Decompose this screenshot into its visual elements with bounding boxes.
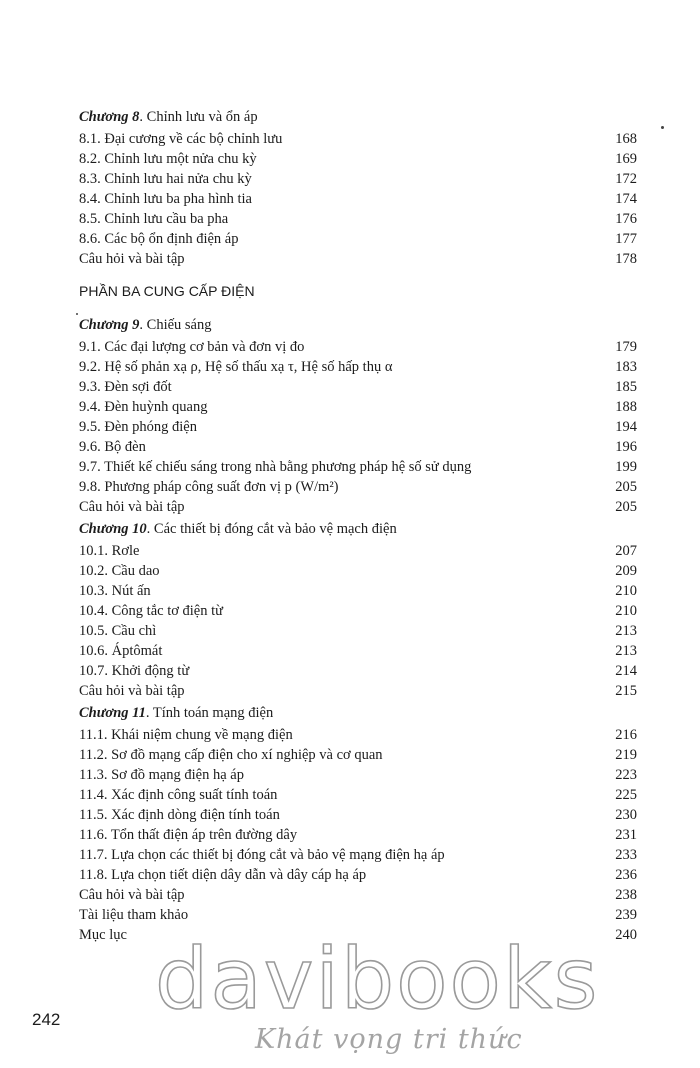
- toc-entry: [79, 561, 637, 581]
- entry-page: 177: [615, 231, 637, 247]
- entry-title: 11.5. Xác định dòng điện tính toán: [79, 807, 280, 823]
- toc-entry: [79, 189, 637, 209]
- entry-title: 9.7. Thiết kế chiếu sáng trong nhà bằng phương pháp hệ số sử dụng: [79, 459, 472, 475]
- entry-page: 216: [615, 727, 637, 743]
- entry-title: 8.5. Chỉnh lưu cầu ba pha: [79, 211, 229, 227]
- entry-title: 11.2. Sơ đồ mạng cấp điện cho xí nghiệp và cơ quan: [79, 747, 383, 763]
- entry-page: 188: [615, 399, 637, 415]
- entry-title: 9.8. Phương pháp công suất đơn vị p (W/m²): [79, 479, 339, 495]
- entry-title: 9.3. Đèn sợi đốt: [79, 379, 172, 395]
- entry-page: 196: [615, 439, 637, 455]
- entry-title: 10.4. Công tắc tơ điện từ: [79, 603, 223, 619]
- toc-entry: [79, 249, 637, 269]
- entry-page: 225: [615, 787, 637, 803]
- entry-page: 215: [615, 683, 637, 699]
- chapter-10-heading: [79, 517, 637, 541]
- chapter-label: Chương 11: [79, 705, 146, 721]
- entry-page: 183: [615, 359, 637, 375]
- entry-title: 10.3. Nút ấn: [79, 583, 151, 599]
- chapter-label: Chương 8: [79, 109, 140, 125]
- entry-page: 233: [615, 847, 637, 863]
- entry-page: 210: [615, 603, 637, 619]
- entry-title: 11.3. Sơ đồ mạng điện hạ áp: [79, 767, 244, 783]
- entry-title: 8.6. Các bộ ổn định điện áp: [79, 231, 239, 247]
- toc-entry: [79, 377, 637, 397]
- page-number: 242: [32, 1010, 61, 1029]
- entry-page: 240: [615, 927, 637, 943]
- chapter-9-heading: [79, 313, 637, 337]
- toc-entry: [79, 437, 637, 457]
- entry-page: 219: [615, 747, 637, 763]
- chapter-title: . Các thiết bị đóng cắt và bảo vệ mạch điện: [146, 521, 397, 537]
- toc-entry: [79, 229, 637, 249]
- scan-speck: [76, 313, 78, 315]
- table-of-contents: [79, 105, 637, 945]
- entry-title: Câu hỏi và bài tập: [79, 887, 185, 903]
- toc-entry: [79, 337, 637, 357]
- entry-page: 168: [615, 131, 637, 147]
- entry-page: 207: [615, 543, 637, 559]
- entry-page: 214: [615, 663, 637, 679]
- part-title: PHẦN BA CUNG CẤP ĐIỆN: [79, 283, 255, 299]
- chapter-label: Chương 9: [79, 317, 140, 333]
- entry-page: 176: [615, 211, 637, 227]
- chapter-title: . Chỉnh lưu và ổn áp: [139, 109, 258, 125]
- chapter-8-heading: [79, 105, 637, 129]
- toc-entry: [79, 725, 637, 745]
- toc-entry-references: [79, 905, 637, 925]
- entry-page: 230: [615, 807, 637, 823]
- chapter-11-heading: [79, 701, 637, 725]
- entry-page: 223: [615, 767, 637, 783]
- entry-page: 205: [615, 479, 637, 495]
- entry-page: 213: [615, 623, 637, 639]
- entry-title: 9.4. Đèn huỳnh quang: [79, 399, 208, 415]
- toc-entry: [79, 865, 637, 885]
- entry-title: 9.2. Hệ số phản xạ ρ, Hệ số thấu xạ τ, Hệ số hấp thụ α: [79, 359, 393, 375]
- entry-title: 8.2. Chỉnh lưu một nửa chu kỳ: [79, 151, 257, 167]
- toc-entry: [79, 417, 637, 437]
- entry-title: 8.1. Đại cương về các bộ chỉnh lưu: [79, 131, 283, 147]
- toc-entry: [79, 541, 637, 561]
- entry-title: 10.6. Áptômát: [79, 643, 163, 659]
- entry-title: 9.5. Đèn phóng điện: [79, 419, 197, 435]
- entry-page: 205: [615, 499, 637, 515]
- toc-entry: [79, 825, 637, 845]
- toc-entry: [79, 209, 637, 229]
- entry-page: 174: [615, 191, 637, 207]
- toc-entry: [79, 149, 637, 169]
- toc-entry: [79, 169, 637, 189]
- toc-entry: [79, 641, 637, 661]
- entry-page: 199: [615, 459, 637, 475]
- entry-title: 10.1. Rơle: [79, 543, 140, 559]
- entry-title: Câu hỏi và bài tập: [79, 683, 185, 699]
- entry-page: 185: [615, 379, 637, 395]
- toc-entry: [79, 457, 637, 477]
- toc-entry: [79, 785, 637, 805]
- toc-entry: [79, 661, 637, 681]
- scan-speck: [661, 126, 664, 129]
- toc-entry: [79, 497, 637, 517]
- toc-entry: [79, 397, 637, 417]
- entry-page: 194: [615, 419, 637, 435]
- entry-page: 231: [615, 827, 637, 843]
- toc-entry: [79, 601, 637, 621]
- toc-entry: [79, 885, 637, 905]
- toc-entry: [79, 765, 637, 785]
- toc-entry: [79, 477, 637, 497]
- entry-title: 11.7. Lựa chọn các thiết bị đóng cắt và bảo vệ mạng điện hạ áp: [79, 847, 445, 863]
- entry-page: 213: [615, 643, 637, 659]
- entry-title: 10.2. Cầu dao: [79, 563, 160, 579]
- entry-title: 11.8. Lựa chọn tiết diện dây dẫn và dây cáp hạ áp: [79, 867, 367, 883]
- entry-page: 178: [615, 251, 637, 267]
- toc-entry: [79, 745, 637, 765]
- entry-title: Tài liệu tham khảo: [79, 907, 189, 923]
- toc-entry: [79, 845, 637, 865]
- toc-entry: [79, 581, 637, 601]
- entry-title: 8.4. Chỉnh lưu ba pha hình tia: [79, 191, 252, 207]
- entry-title: 11.6. Tổn thất điện áp trên đường dây: [79, 827, 298, 843]
- entry-title: 10.7. Khởi động từ: [79, 663, 190, 679]
- entry-page: 239: [615, 907, 637, 923]
- toc-entry: [79, 681, 637, 701]
- part-three-heading: [79, 269, 637, 313]
- entry-page: 238: [615, 887, 637, 903]
- toc-entry: [79, 129, 637, 149]
- toc-entry: [79, 805, 637, 825]
- entry-title: 9.1. Các đại lượng cơ bản và đơn vị đo: [79, 339, 305, 355]
- entry-page: 210: [615, 583, 637, 599]
- entry-page: 172: [615, 171, 637, 187]
- watermark-brand: davibooks: [155, 930, 600, 1028]
- entry-title: Mục lục: [79, 927, 127, 943]
- entry-title: 10.5. Cầu chì: [79, 623, 157, 639]
- entry-page: 236: [615, 867, 637, 883]
- chapter-title: . Chiếu sáng: [139, 317, 212, 333]
- toc-entry: [79, 357, 637, 377]
- entry-title: 11.4. Xác định công suất tính toán: [79, 787, 278, 803]
- chapter-title: . Tính toán mạng điện: [145, 705, 274, 721]
- entry-title: Câu hỏi và bài tập: [79, 499, 185, 515]
- entry-title: 11.1. Khái niệm chung về mạng điện: [79, 727, 293, 743]
- toc-entry: [79, 621, 637, 641]
- entry-title: 9.6. Bộ đèn: [79, 439, 146, 455]
- entry-title: 8.3. Chỉnh lưu hai nửa chu kỳ: [79, 171, 252, 187]
- entry-page: 209: [615, 563, 637, 579]
- entry-page: 169: [615, 151, 637, 167]
- entry-page: 179: [615, 339, 637, 355]
- chapter-label: Chương 10: [79, 521, 147, 537]
- entry-title: Câu hỏi và bài tập: [79, 251, 185, 267]
- watermark-slogan: Khát vọng tri thức: [255, 1024, 523, 1055]
